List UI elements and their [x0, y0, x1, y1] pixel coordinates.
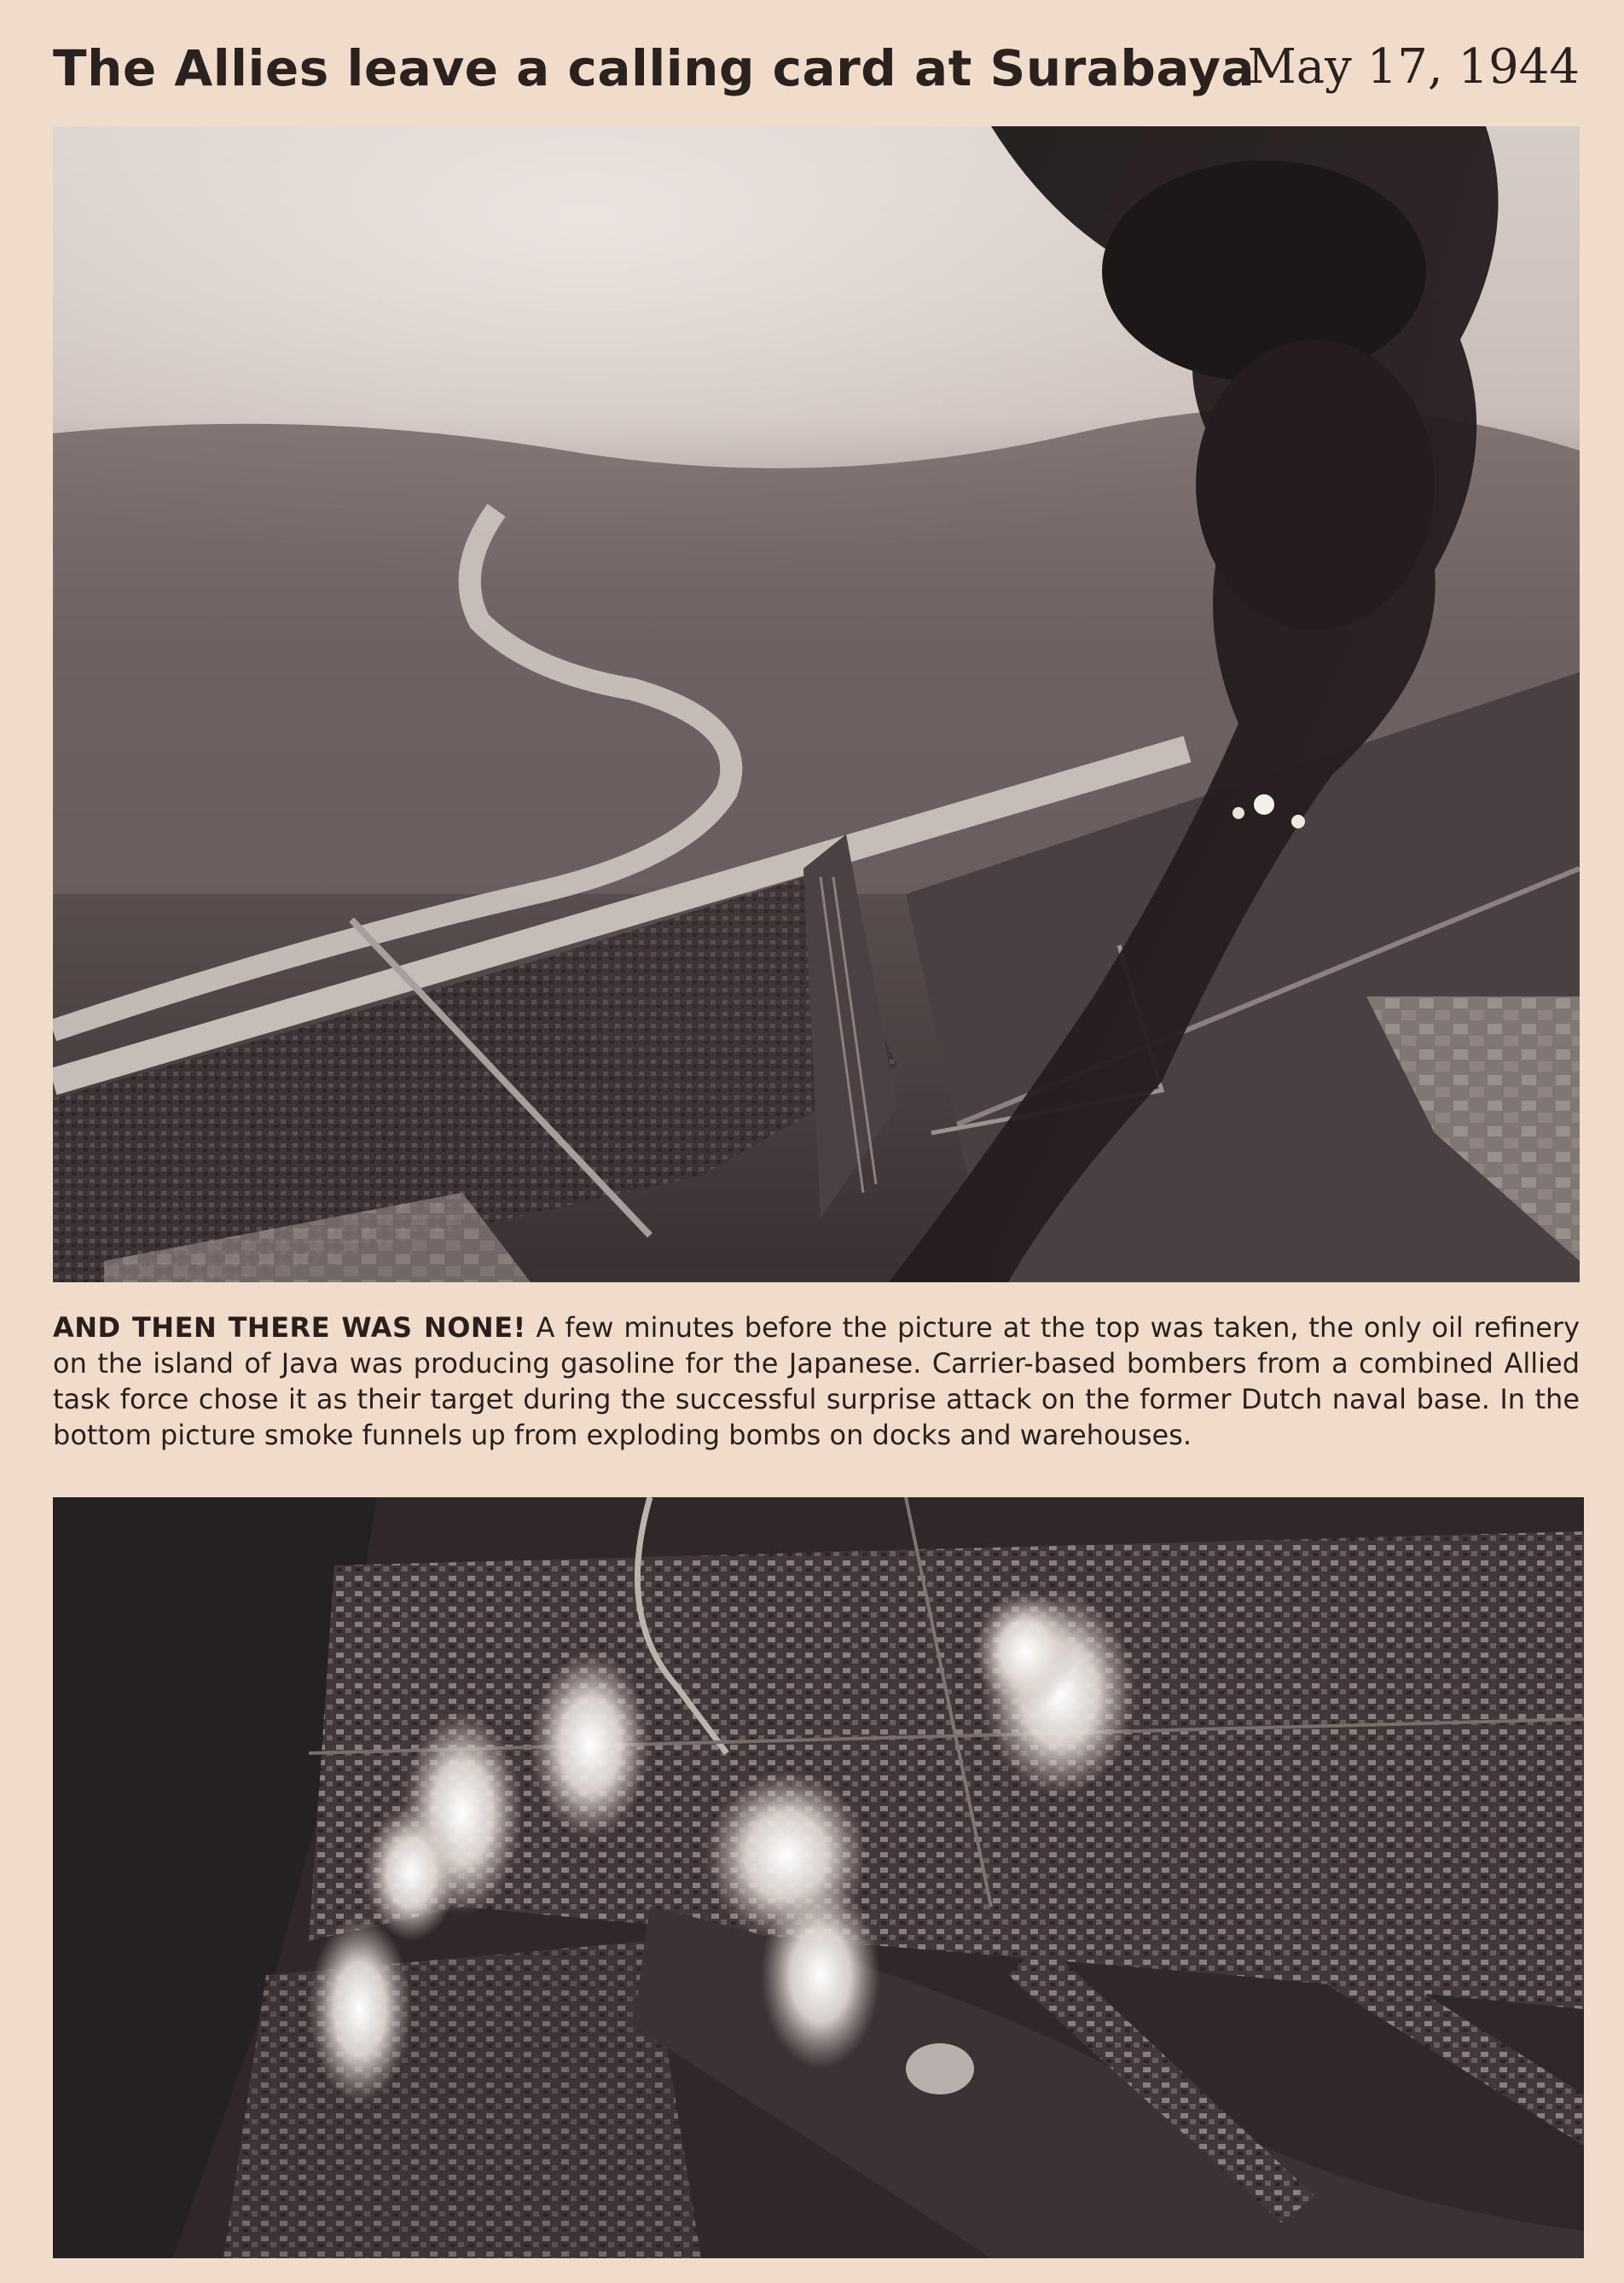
- refinery-smoke-photo-image: [53, 126, 1580, 1282]
- bottom-aerial-photo: [53, 1497, 1584, 2258]
- issue-date: May 17, 1944: [1247, 39, 1580, 95]
- caption-body: A few minutes before the picture at the top was taken, the only oil refinery on the island of Java was producing gasoline for the Japanese. Carrier-based bombers from a combined Allied task force chose it as their target during the successful surprise attack on the former Dutch naval base. In the bottom picture smoke funnels up from exploding bombs on docks and warehouses.: [53, 1311, 1580, 1451]
- photo-caption: [53, 1310, 1580, 1453]
- docks-bombing-photo-image: [53, 1497, 1584, 2258]
- top-aerial-photo: [53, 126, 1580, 1282]
- page-title: The Allies leave a calling card at Surabaya: [53, 39, 1256, 97]
- caption-lead: AND THEN THERE WAS NONE!: [53, 1311, 526, 1344]
